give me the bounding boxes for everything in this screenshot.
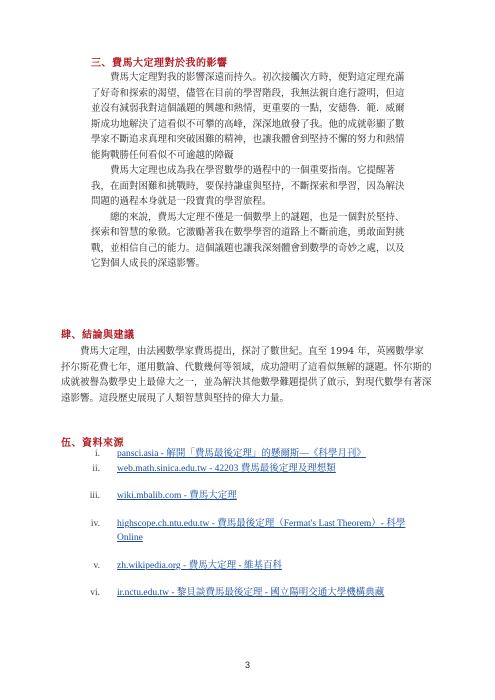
page-number: 3 [244, 660, 250, 670]
reference-link-continuation[interactable]: Online [117, 533, 143, 543]
reference-number: i. [94, 449, 100, 459]
reference-number: vi. [90, 588, 100, 598]
reference-number: iii. [89, 491, 100, 501]
reference-link[interactable]: pansci.asia - 解開「費馬最後定理」的懸爾斯—《科學月刊》 [117, 449, 366, 459]
reference-link[interactable]: highscope.ch.ntu.edu.tw - 費馬最後定理（Fermat's Last Theorem）- 科學 [117, 519, 406, 529]
section-4-body [61, 344, 433, 406]
section-3-heading: 三、費馬大定理對於我的影響 [91, 58, 228, 69]
section-3-body [91, 70, 411, 272]
reference-number: v. [93, 561, 100, 571]
section-3-paragraph-1: 費馬大定理對我的影響深遠而持久。初次接觸次方時，便對這定理充滿了好奇和探索的渴望，儘管在目前的學習階段，我無法親自進行證明，但這並沒有減弱我對這個議題的興趣和熱情，更重要的一點，安德魯．範．威爾斯成功地解決了這看似不可攀的高峰，深深地啟發了我。他的成就彰顯了數學家不斷追求真理和突破困難的精神，也讓我體會到堅持不懈的努力和熱情能夠戰勝任何看似不可逾越的障礙 [91, 72, 405, 161]
reference-link[interactable]: ir.nctu.edu.tw - 黎貝談費馬最後定理 - 國立陽明交通大學機構典藏 [117, 588, 385, 598]
section-3-paragraph-3: 總的來說，費馬大定理不僅是一個數學上的謎題，也是一個對於堅持、探索和智慧的象徵。它激勵著我在數學學習的道路上不斷前進，勇敢面對挑戰，並相信自己的能力。這個議題也讓我深刻體會到數學的奇妙之處，以及它對個人成長的深遠影響。 [91, 211, 405, 269]
section-4-paragraph-1: 費馬大定理，由法國數學家費馬提出，探討了數世紀。直至 1994 年，英國數學家抔尔斯花費七年，運用數論、代數幾何等領域，成功證明了這看似無解的謎題。怀尔斯的成就被譽為數學史上最偉大之一，並為解決其他數學難題提供了啟示，對現代數學有著深遠影響。這段歷史展現了人類智慧與堅持的偉大力量。 [61, 346, 432, 404]
reference-number: ii. [92, 464, 100, 474]
reference-link[interactable]: web.math.sinica.edu.tw - 42203 費馬最後定理及理想類 [117, 464, 336, 474]
section-5-heading: 伍、資料來源 [61, 438, 124, 449]
reference-number: iv. [90, 519, 100, 529]
section-4-heading: 肆、結論與建議 [61, 330, 135, 341]
reference-link[interactable]: wiki.mbalib.com - 費馬大定理 [117, 491, 237, 501]
reference-link[interactable]: zh.wikipedia.org - 費馬大定理 - 維基百科 [117, 561, 282, 571]
section-3-paragraph-2: 費馬大定理也成為我在學習數學的過程中的一個重要指南。它提醒著我，在面對困難和挑戰時，要保持謙虛與堅持，不斷探索和學習，因為解決問題的過程本身就是一段寶貴的學習旅程。 [91, 165, 405, 207]
